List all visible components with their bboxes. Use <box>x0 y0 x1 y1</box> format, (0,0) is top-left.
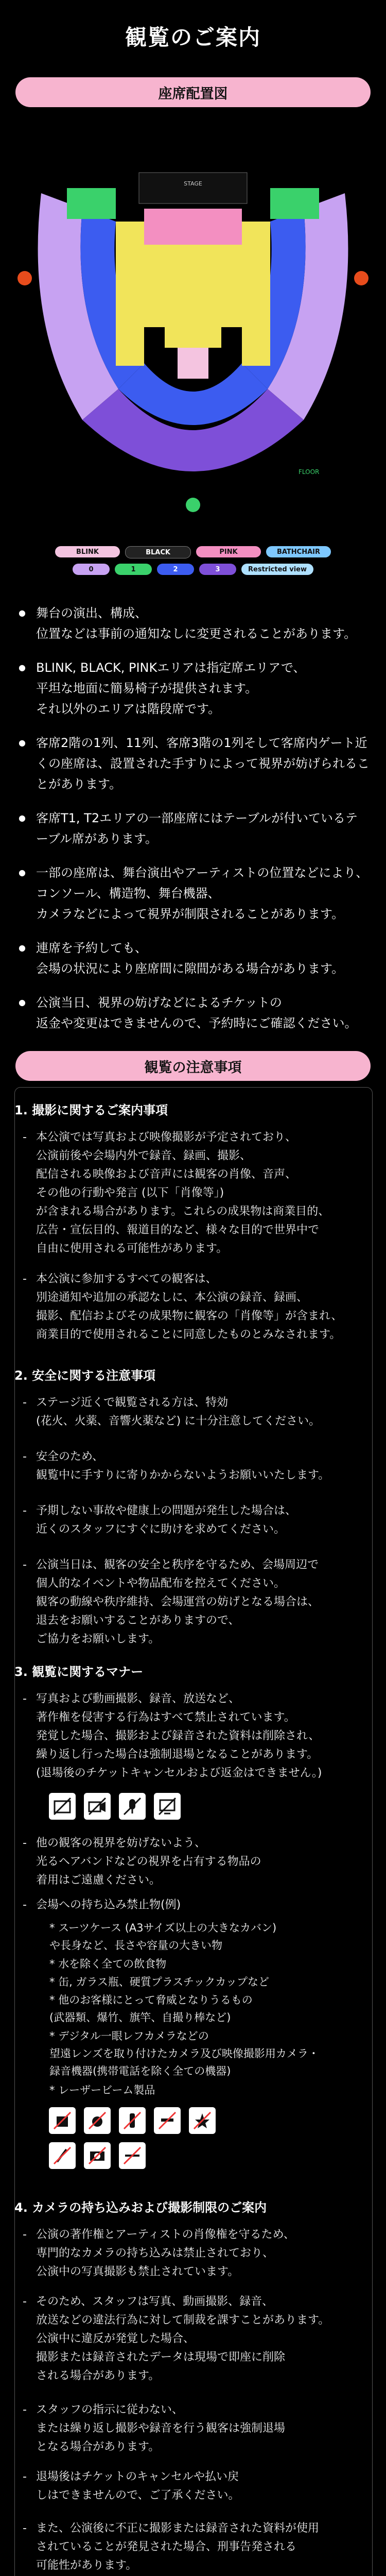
notice-item: ● 連席を予約しても、 会場の状況により座席間に隙間がある場合があります。 <box>14 938 370 979</box>
section-title-safety: 2. 安全に関する注意事項 <box>14 1368 156 1383</box>
prohibited-item: * 他のお客様にとって脅威となりうるもの (武器類、爆竹、旗竿、自撮り棒など) <box>49 1994 253 2024</box>
stage <box>139 173 247 204</box>
legend-2: 2 <box>157 564 194 575</box>
no-laser-icon <box>119 2142 146 2169</box>
prohibited-item: * レーザービーム製品 <box>49 2084 155 2096</box>
seat-notices <box>14 603 370 1047</box>
rules-heading: 観覧の注意事項 <box>15 1051 371 1081</box>
section-green-right <box>270 188 319 219</box>
floor-pink <box>144 209 242 245</box>
section-title-camera: 4. カメラの持ち込みおよび撮影制限のご案内 <box>14 2200 267 2215</box>
no-selfie-stick-icon <box>49 2142 76 2169</box>
stage-label: STAGE <box>184 180 202 187</box>
recording-prohibited-icons <box>49 1793 181 1820</box>
legend-blink: BLINK <box>55 546 120 557</box>
gate-right <box>354 271 369 285</box>
floor-blink <box>178 348 208 379</box>
page-title: 観覧のご案内 <box>125 25 261 50</box>
rule-item: - スタッフの指示に従わない、 または繰り返し撮影や録音を行う観客は強制退場 となる場合があります。 <box>23 2403 286 2453</box>
no-bottle-icon <box>119 2107 146 2134</box>
floor-yellow-left <box>116 222 144 366</box>
notice-item: ● 公演当日、視界の妨げなどによるチケットの 返金や変更はできませんので、予約時にご確認ください。 <box>14 992 370 1033</box>
notice-item: ● BLINK, BLACK, PINKエリアは指定席エリアで、 平坦な地面に簡易椅子が提供されます。 それ以外のエリアは階段席です。 <box>14 657 370 719</box>
seat-map-heading: 座席配置図 <box>15 77 371 107</box>
seat-map <box>10 131 376 523</box>
rule-item: - 本公演に参加するすべての観客は、 別途通知や追加の承認なしに、本公演の録音、録画、 撮影、配信およびその成果物に観客の「肖像等」が含まれ、 商業目的で使用されることに同意したものとみなされます。 <box>23 1273 343 1341</box>
no-recording-icon <box>119 1793 146 1820</box>
prohibited-item: * 缶, ガラス瓶、硬質プラスチックカップなど <box>49 1976 270 1988</box>
section-green-left <box>67 188 116 219</box>
section-title-photography: 1. 撮影に関するご案内事項 <box>14 1103 168 1117</box>
gate-bottom <box>186 498 200 512</box>
rule-item: - 会場への持ち込み禁止物(例) <box>23 1899 181 1911</box>
no-photo-icon <box>49 1793 76 1820</box>
prohibited-item: * デジタル一眼レフカメラなどの 望遠レンズを取り付けたカメラ及び映像撮影用カメラ・ 録音機器(携帯電話を除く全ての機器) <box>49 2030 319 2077</box>
rule-item: - 写真および動画撮影、録音、放送など、 著作権を侵害する行為はすべて禁止されています。 発覚した場合、撮影および録音された資料は削除され、 繰り返し行った場合は強制退場となることがあります。 (退場後のチケットキャンセルおよび返金はできません。) <box>23 1692 322 1780</box>
no-video-icon <box>84 1793 111 1820</box>
prohibited-items-icons <box>49 2107 234 2169</box>
no-food-icon <box>84 2107 111 2134</box>
legend-1: 1 <box>115 564 152 575</box>
no-broadcast-icon <box>154 1793 181 1820</box>
rule-item: - 公演の著作権とアーティストの肖像権を守るため、 専門的なカメラの持ち込みは禁止されており、 公演中の写真撮影も禁止されています。 <box>23 2228 295 2278</box>
legend-black: BLACK <box>125 546 191 558</box>
rule-item: - 安全のため、 観覧中に手すりに寄りかからないようお願いいたします。 <box>23 1450 330 1482</box>
no-camera-icon <box>84 2142 111 2169</box>
legend-restricted-view: Restricted view <box>241 564 313 575</box>
rule-item: - 公演当日は、観客の安全と秩序を守るため、会場周辺で 個人的なイベントや物品配布を控えてください。 観客の動線や秩序維持、会場運営の妨げとなる場合は、 退去をお願いすることがありますので、 ご協力をお願いします。 <box>23 1558 320 1646</box>
section-title-manners: 3. 観覧に関するマナー <box>14 1665 144 1679</box>
legend-pink: PINK <box>196 546 261 557</box>
notice-item: ● 客席T1, T2エリアの一部座席にはテーブルが付いているテーブル席があります。 <box>14 808 370 849</box>
rule-item: - また、公演後に不正に撮影または録音された資料が使用 されていることが発見された場合、刑事告発される 可能性があります。 <box>23 2522 320 2572</box>
no-weapon-icon <box>154 2107 181 2134</box>
rule-item: - そのため、スタッフは写真、動画撮影、録音、 放送などの違法行為に対して制裁を課すことがあります。 公演中に違反が発覚した場合、 撮影または録音されたデータは現場で即座に削除 される場合があります。 <box>23 2295 330 2382</box>
legend-3: 3 <box>199 564 236 575</box>
notice-item: ● 客席2階の1列、11列、客席3階の1列そして客席内ゲート近くの座席は、設置された手すりによって視界が妨げられることがあります。 <box>14 733 370 794</box>
no-suitcase-icon <box>49 2107 76 2134</box>
no-firecracker-icon <box>189 2107 216 2134</box>
floor-yellow-back <box>165 327 221 348</box>
prohibited-item: * 水を除く全ての飲食物 <box>49 1958 167 1970</box>
seat-legend <box>49 546 337 580</box>
rule-item: - 予期しない事故や健康上の問題が発生した場合は、 近くのスタッフにすぐに助けを求めてください。 <box>23 1504 297 1536</box>
legend-bathchair: BATHCHAIR <box>266 546 331 557</box>
floor-label: FLOOR <box>299 468 320 476</box>
prohibited-item: * スーツケース (A3サイズ以上の大きなカバン) や長身など、長さや容量の大きい物 <box>49 1922 277 1952</box>
floor-yellow-center <box>144 245 242 327</box>
legend-0: 0 <box>73 564 110 575</box>
rule-item: - ステージ近くで観覧される方は、特効 (花火、火薬、音響火薬など) に十分注意してください。 <box>23 1396 321 1428</box>
rule-item: - 本公演では写真および映像撮影が予定されており、 公演前後や会場内外で録音、録画、撮影、 配信される映像および音声には観客の肖像、音声、 その他の行動や発言 (以下「肖像等」) が含まれる場合があります。これらの成果物は商業目的、 広告・宣伝目的、報道目的など、様々な目的で世界中で 自由に使用される可能性があります。 <box>23 1131 330 1255</box>
notice-item: ● 舞台の演出、構成、 位置などは事前の通知なしに変更されることがあります。 <box>14 603 370 644</box>
floor-yellow-right <box>242 222 270 366</box>
rule-item: - 退場後はチケットのキャンセルや払い戻 しはできませんので、ご了承ください。 <box>23 2470 240 2502</box>
gate-left <box>17 271 32 285</box>
rule-item: - 他の観客の視界を妨げないよう、 光るヘアバンドなどの視界を占有する物品の 着用はご遠慮ください。 <box>23 1837 261 1887</box>
notice-item: ● 一部の座席は、舞台演出やアーティストの位置などにより、コンソール、構造物、舞台機器、 カメラなどによって視界が制限されることがあります。 <box>14 862 370 924</box>
